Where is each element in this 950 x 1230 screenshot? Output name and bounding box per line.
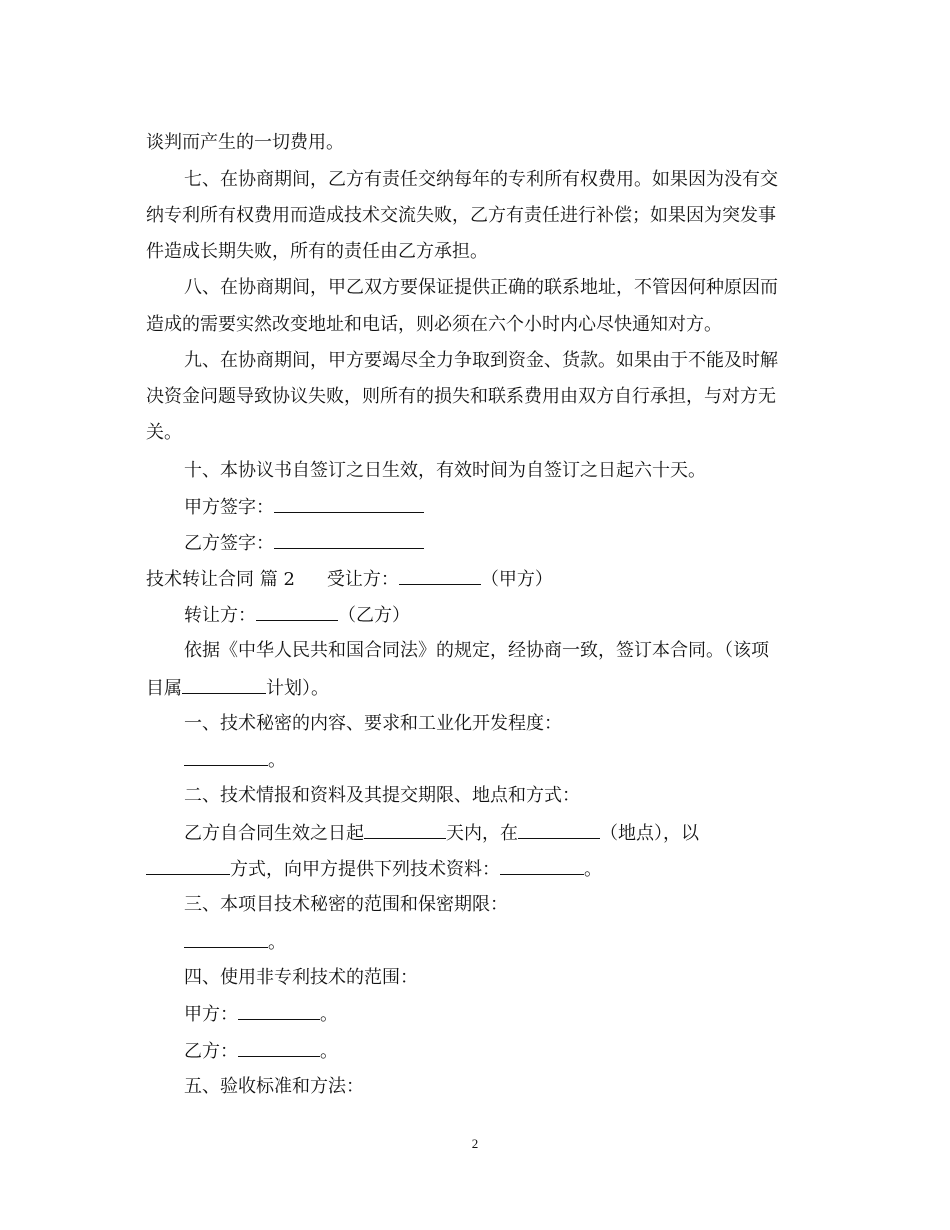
signature-label: 乙方签字： xyxy=(184,533,274,554)
signature-line-a xyxy=(0,495,950,520)
text-line xyxy=(0,349,950,373)
section-heading: 三、本项目技术秘密的范围和保密期限： xyxy=(184,894,508,915)
party-a-label: 甲方： xyxy=(184,1004,238,1025)
party-tag: （甲方） xyxy=(480,569,553,590)
fill-blank[interactable] xyxy=(364,821,446,839)
text-line xyxy=(0,712,950,736)
text-line xyxy=(0,1039,950,1064)
clause-10: 十、本协议书自签订之日生效，有效时间为自签订之日起六十天。 xyxy=(184,460,706,481)
paragraph-text: 造成的需要实然改变地址和电话，则必须在六个小时内心尽快通知对方。 xyxy=(146,314,722,335)
contract-title: 技术转让合同 篇 2 xyxy=(146,569,295,590)
clause-9: 九、在协商期间，甲方要竭尽全力争取到资金、货款。如果由于不能及时解 xyxy=(184,350,778,371)
punctuation: 。 xyxy=(320,1041,338,1062)
text-line xyxy=(0,240,950,264)
paragraph-text: 方式，向甲方提供下列技术资料： xyxy=(230,859,500,880)
transferor-label: 转让方： xyxy=(184,605,256,626)
punctuation: 。 xyxy=(268,750,286,771)
punctuation: 。 xyxy=(320,1004,338,1025)
text-line xyxy=(0,930,950,955)
paragraph-text: 计划）。 xyxy=(266,678,329,699)
text-line xyxy=(0,168,950,192)
text-line xyxy=(0,857,950,882)
paragraph-text: 乙方自合同生效之日起 xyxy=(184,823,364,844)
page-number: 2 xyxy=(471,1136,479,1151)
fill-blank[interactable] xyxy=(256,603,338,621)
signature-blank[interactable] xyxy=(274,531,424,549)
fill-blank[interactable] xyxy=(184,748,268,766)
party-tag: （乙方） xyxy=(338,605,410,626)
receiver-label: 受让方： xyxy=(326,569,399,590)
transferor-line xyxy=(0,603,950,628)
section-heading: 二、技术情报和资料及其提交期限、地点和方式： xyxy=(184,785,580,806)
text-line xyxy=(0,421,950,445)
paragraph-text: 天内，在 xyxy=(446,823,518,844)
paragraph-text: 件造成长期失败，所有的责任由乙方承担。 xyxy=(146,241,488,262)
signature-label: 甲方签字： xyxy=(184,497,274,518)
section-heading: 四、使用非专利技术的范围： xyxy=(184,967,418,988)
fill-blank[interactable] xyxy=(238,1039,320,1057)
fill-blank[interactable] xyxy=(518,821,600,839)
text-line xyxy=(0,676,950,701)
paragraph-text: （地点），以 xyxy=(600,823,699,844)
text-line xyxy=(0,459,950,483)
text-line xyxy=(0,893,950,917)
text-line xyxy=(0,204,950,228)
paragraph-text: 关。 xyxy=(146,422,182,443)
signature-blank[interactable] xyxy=(274,495,424,513)
fill-blank[interactable] xyxy=(500,857,584,875)
text-line xyxy=(0,1002,950,1027)
text-line xyxy=(0,276,950,300)
text-line xyxy=(0,131,950,155)
paragraph-text: 纳专利所有权费用而造成技术交流失败，乙方有责任进行补偿；如果因为突发事 xyxy=(146,205,776,226)
punctuation: 。 xyxy=(268,932,286,953)
text-line xyxy=(0,784,950,808)
text-line xyxy=(0,639,950,663)
punctuation: 。 xyxy=(584,859,602,880)
text-line xyxy=(0,1075,950,1099)
fill-blank[interactable] xyxy=(184,930,268,948)
paragraph-text: 决资金问题导致协议失败，则所有的损失和联系费用由双方自行承担，与对方无 xyxy=(146,386,776,407)
clause-7: 七、在协商期间，乙方有责任交纳每年的专利所有权费用。如果因为没有交 xyxy=(184,169,778,190)
text-line xyxy=(0,748,950,773)
clause-8: 八、在协商期间，甲乙双方要保证提供正确的联系地址，不管因何种原因而 xyxy=(184,277,778,298)
paragraph-text: 依据《中华人民共和国合同法》的规定，经协商一致，签订本合同。（该项 xyxy=(184,640,769,661)
fill-blank[interactable] xyxy=(182,676,266,694)
paragraph-text: 目属 xyxy=(146,678,182,699)
text-line xyxy=(0,821,950,846)
paragraph-text: 谈判而产生的一切费用。 xyxy=(146,132,344,153)
text-line xyxy=(0,385,950,409)
text-line xyxy=(0,966,950,990)
fill-blank[interactable] xyxy=(238,1002,320,1020)
section-heading: 一、技术秘密的内容、要求和工业化开发程度： xyxy=(184,713,562,734)
fill-blank[interactable] xyxy=(399,567,481,585)
signature-line-b xyxy=(0,531,950,556)
party-b-label: 乙方： xyxy=(184,1041,238,1062)
fill-blank[interactable] xyxy=(146,857,230,875)
contract-title-line xyxy=(0,567,950,592)
text-line xyxy=(0,313,950,337)
section-heading: 五、验收标准和方法： xyxy=(184,1076,364,1097)
